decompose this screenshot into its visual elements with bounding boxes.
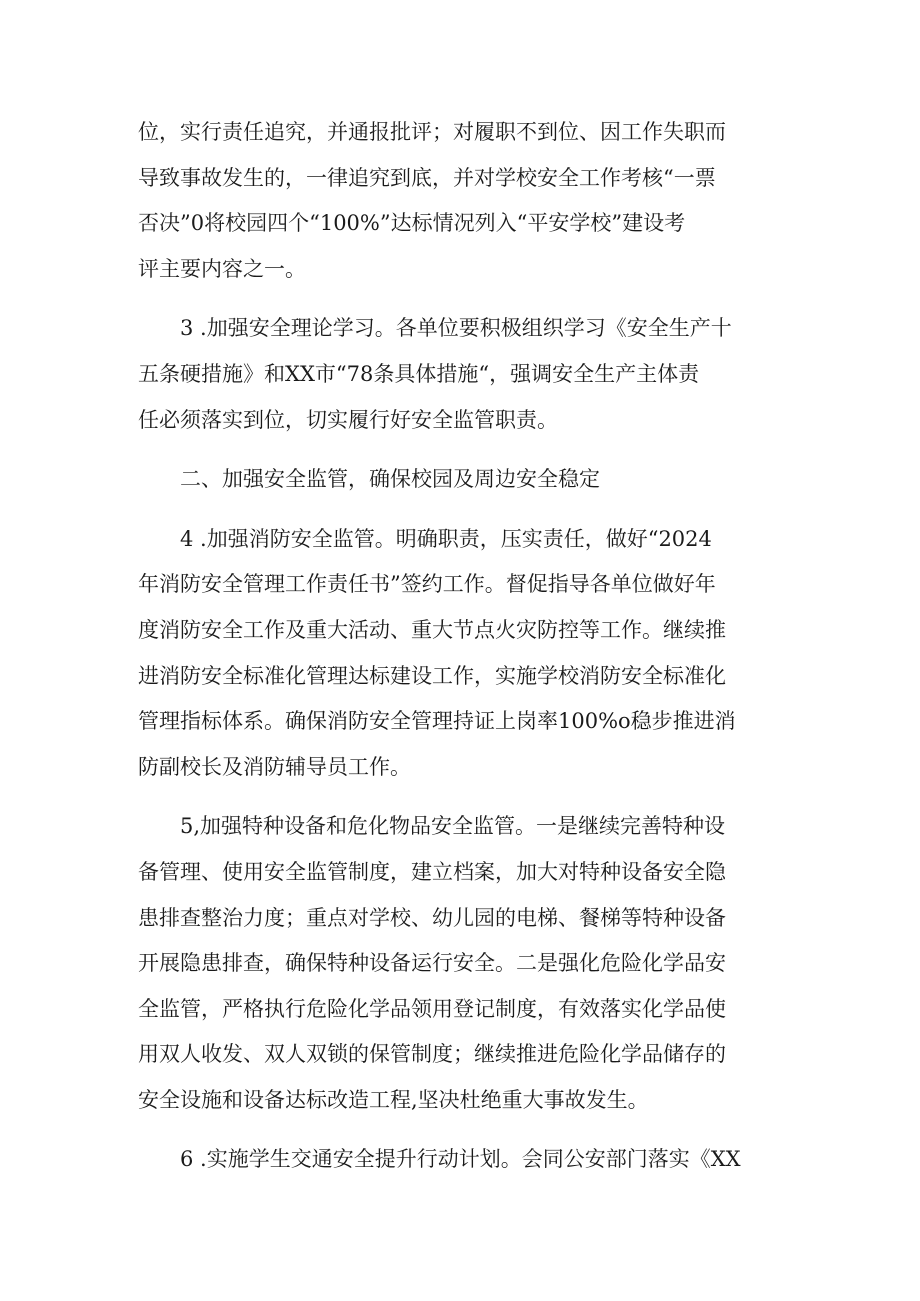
text-line: 防副校长及消防辅导员工作。 — [138, 754, 411, 779]
text-line: 年消防安全管理工作责任书”签约工作。督促指导各单位做好年 — [138, 572, 716, 597]
paragraph-accountability-continued — [138, 110, 798, 292]
text-line: 五条硬措施》和XX市“78条具体措施“，强调安全生产主体责 — [138, 361, 700, 386]
text-line: 安全设施和设备达标改造工程,坚决杜绝重大事故发生。 — [138, 1087, 649, 1112]
text-line: 全监管，严格执行危险化学品领用登记制度，有效落实化学品使 — [138, 996, 726, 1021]
text-line: 患排查整治力度；重点对学校、幼儿园的电梯、餐梯等特种设备 — [138, 905, 726, 930]
paragraph-item-5 — [138, 804, 798, 1123]
section-heading-text: 二、加强安全监管，确保校园及周边安全稳定 — [180, 467, 600, 492]
text-line: 评主要内容之一。 — [138, 256, 306, 281]
text-line: 4 .加强消防安全监管。明确职责，压实责任，做好“2024 — [180, 526, 712, 551]
paragraph-item-3 — [138, 306, 798, 443]
text-line: 备管理、使用安全监管制度，建立档案，加大对特种设备安全隐 — [138, 859, 726, 884]
section-heading-2 — [138, 457, 798, 503]
text-line: 用双人收发、双人双锁的保管制度；继续推进危险化学品储存的 — [138, 1042, 726, 1067]
text-line: 位，实行责任追究，并通报批评；对履职不到位、因工作失职而 — [138, 120, 726, 144]
paragraph-item-4 — [138, 517, 798, 791]
text-line: 3 .加强安全理论学习。各单位要积极组织学习《安全生产十 — [180, 316, 732, 341]
text-line: 6 .实施学生交通安全提升行动计划。会同公安部门落实《XX — [180, 1147, 741, 1172]
text-line: 否决”0将校园四个“100%”达标情况列入“平安学校”建设考 — [138, 211, 686, 236]
paragraph-item-6 — [138, 1137, 798, 1183]
text-line: 度消防安全工作及重大活动、重大节点火灾防控等工作。继续推 — [138, 617, 726, 642]
text-line: 任必须落实到位，切实履行好安全监管职责。 — [138, 407, 558, 432]
text-line: 进消防安全标准化管理达标建设工作，实施学校消防安全标准化 — [138, 663, 726, 688]
document-body — [138, 110, 798, 1197]
text-line: 开展隐患排查，确保特种设备运行安全。二是强化危险化学品安 — [138, 951, 726, 976]
text-line: 管理指标体系。确保消防安全管理持证上岗率100%o稳步推进消 — [138, 709, 736, 734]
text-line: 5,加强特种设备和危化物品安全监管。一是继续完善特种设 — [180, 814, 726, 839]
text-line: 导致事故发生的，一律追究到底，并对学校安全工作考核“一票 — [138, 165, 716, 190]
